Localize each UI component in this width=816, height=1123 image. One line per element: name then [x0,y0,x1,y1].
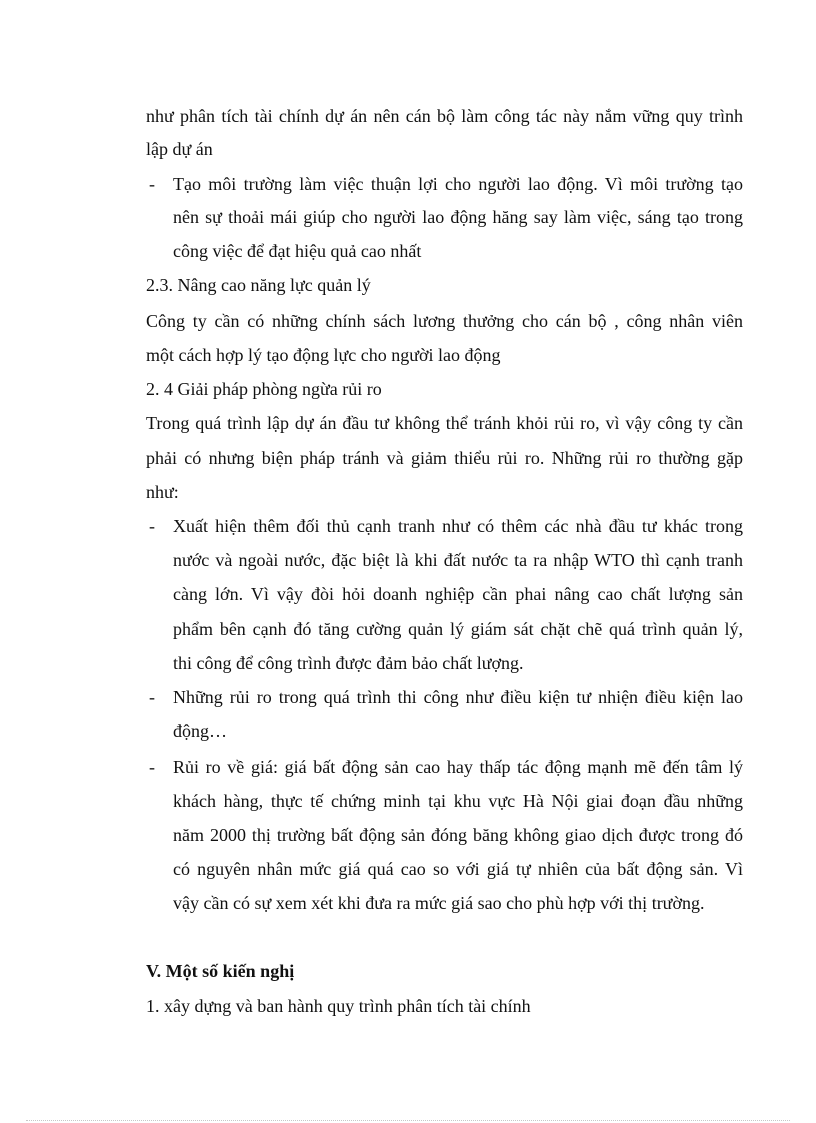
section-heading: 2.3. Nâng cao năng lực quản lý [146,275,371,295]
bullet-dash: - [149,757,155,777]
bullet-line: có nguyên nhân mức giá quá cao so với giá tự nhiên của bất động sản. Vì [173,859,743,879]
bullet-line: vậy cần có sự xem xét khi đưa ra mức giá sao cho phù hợp với thị trường. [173,893,705,913]
bullet-line: nước và ngoài nước, đặc biệt là khi đất nước ta ra nhập WTO thì cạnh tranh [173,550,743,570]
bullet-line: Rủi ro về giá: giá bất động sản cao hay thấp tác động mạnh mẽ đến tâm lý [173,757,743,777]
bullet-dash: - [149,516,155,536]
bullet-line: Xuất hiện thêm đối thủ cạnh tranh như có thêm các nhà đầu tư khác trong [173,516,743,536]
bullet-line: công việc để đạt hiệu quả cao nhất [173,241,422,261]
bullet-line: nên sự thoải mái giúp cho người lao động hăng say làm việc, sáng tạo trong [173,207,743,227]
bullet-line: thi công để công trình được đảm bảo chất lượng. [173,653,524,673]
section-heading: 2. 4 Giải pháp phòng ngừa rủi ro [146,379,382,399]
numbered-item: 1. xây dựng và ban hành quy trình phân tích tài chính [146,996,531,1016]
paragraph-line: như: [146,482,179,502]
bullet-dash: - [149,174,155,194]
paragraph-line: Công ty cần có những chính sách lương thưởng cho cán bộ , công nhân viên [146,311,743,331]
bullet-line: Những rủi ro trong quá trình thi công như điều kiện tư nhiện điều kiện lao [173,687,743,707]
bullet-line: càng lớn. Vì vậy đòi hỏi doanh nghiệp cần phai nâng cao chất lượng sản [173,584,743,604]
bullet-line: năm 2000 thị trường bất động sản đóng băng không giao dịch được trong đó [173,825,743,845]
bullet-dash: - [149,687,155,707]
paragraph-line: lập dự án [146,139,213,159]
paragraph-line: phải có nhưng biện pháp tránh và giảm thiểu rủi ro. Những rủi ro thường gặp [146,448,743,468]
bullet-line: khách hàng, thực tế chứng minh tại khu vực Hà Nội giai đoạn đầu những [173,791,743,811]
bullet-line: phẩm bên cạnh đó tăng cường quản lý giám sát chặt chẽ quá trình quản lý, [173,619,743,639]
paragraph-line: như phân tích tài chính dự án nên cán bộ làm công tác này nắm vững quy trình [146,106,743,126]
paragraph-line: một cách hợp lý tạo động lực cho người lao động [146,345,501,365]
paragraph-line: Trong quá trình lập dự án đầu tư không thể tránh khỏi rủi ro, vì vậy công ty cần [146,413,743,433]
page-bottom-divider [26,1120,790,1121]
section-heading-bold: V. Một số kiến nghị [146,961,295,981]
bullet-line: động… [173,721,227,741]
bullet-line: Tạo môi trường làm việc thuận lợi cho người lao động. Vì môi trường tạo [173,174,743,194]
